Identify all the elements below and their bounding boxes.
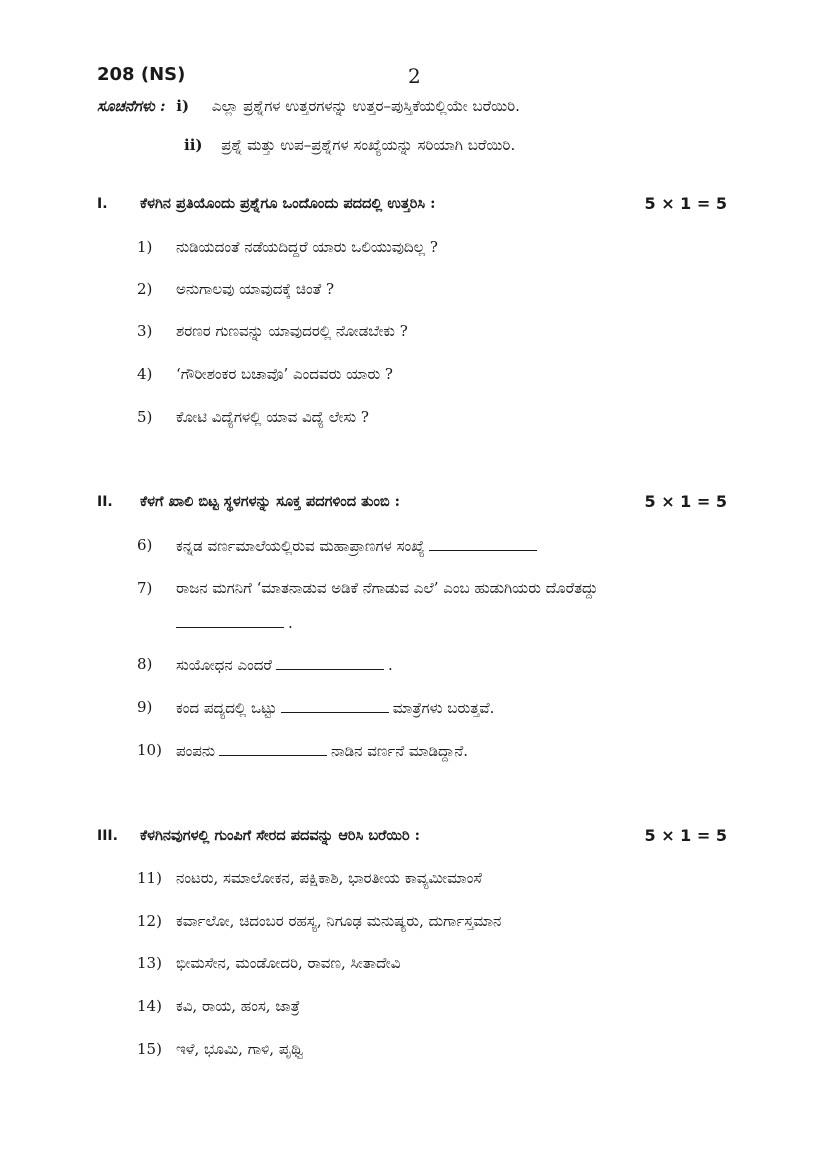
question-text: ಅನುಗಾಲವು ಯಾವುದಕ್ಕೆ ಚಿಂತೆ ? (176, 280, 335, 298)
answer-blank (176, 613, 284, 628)
instruction-number: i) (176, 97, 190, 115)
instruction-text: ಎಲ್ಲಾ ಪ್ರಶ್ನೆಗಳ ಉತ್ತರಗಳನ್ನು ಉತ್ತರ–ಪುಸ್ತಿಕೆಯಲ್ಲಿಯೇ ಬರೆಯಿರಿ. (211, 97, 520, 115)
instruction-number: ii) (184, 136, 203, 154)
section-number: I. (97, 196, 108, 212)
question-number: 9) (137, 698, 153, 716)
answer-blank (219, 741, 327, 756)
question-number: 3) (137, 322, 153, 340)
question-text: ಕೋಟಿ ವಿದ್ಯೆಗಳಲ್ಲಿ ಯಾವ ವಿದ್ಯೆ ಲೇಸು ? (176, 408, 369, 426)
question-text (176, 536, 541, 555)
question-text-before: ಪಂಪನು (176, 742, 215, 760)
instruction-line-1 (97, 97, 520, 115)
section-marks: 5 × 1 = 5 (644, 826, 727, 845)
question-number: 5) (137, 408, 153, 426)
question-number: 12) (137, 912, 162, 930)
question-text: ಇಳೆ, ಭೂಮಿ, ಗಾಳಿ, ಪೃಥ್ವಿ (176, 1040, 304, 1058)
question-text: ಶರಣರ ಗುಣವನ್ನು ಯಾವುದರಲ್ಲಿ ನೋಡಬೇಕು ? (176, 322, 408, 340)
question-number: 14) (137, 997, 162, 1015)
question-text-before: ಸುಯೋಧನ ಎಂದರೆ (176, 656, 272, 674)
question-text-before: ಕಂದ ಪದ್ಯದಲ್ಲಿ ಒಟ್ಟು (176, 699, 277, 717)
page-number: 2 (408, 64, 421, 88)
section-title: ಕೆಳಗಿನವುಗಳಲ್ಲಿ ಗುಂಪಿಗೆ ಸೇರದ ಪದವನ್ನು ಆರಿಸಿ ಬರೆಯಿರಿ : (140, 827, 421, 844)
question-text-after: ಮಾತ್ರೆಗಳು ಬರುತ್ತವೆ. (392, 699, 495, 717)
question-text: ನಂಟರು, ಸಮಾಲೋಕನ, ಪಕ್ಷಿಕಾಶಿ, ಭಾರತೀಯ ಕಾವ್ಯಮೀಮಾಂಸೆ (176, 869, 482, 887)
answer-blank (281, 698, 389, 713)
question-text: ಭೀಮಸೇನ, ಮಂಡೋದರಿ, ರಾವಣ, ಸೀತಾದೇವಿ (176, 954, 401, 972)
instruction-text: ಪ್ರಶ್ನೆ ಮತ್ತು ಉಪ–ಪ್ರಶ್ನೆಗಳ ಸಂಖ್ಯೆಯನ್ನು ಸರಿಯಾಗಿ ಬರೆಯಿರಿ. (221, 136, 516, 154)
question-text-before: ರಾಜನ ಮಗನಿಗೆ ‘ಮಾತನಾಡುವ ಅಡಿಕೆ ನೆಗಾಡುವ ಎಲೆ’ ಎಂಬ ಹುಡುಗಿಯರು ದೊರೆತದ್ದು (176, 579, 598, 597)
question-text-before: ಕನ್ನಡ ವರ್ಣಮಾಲೆಯಲ್ಲಿರುವ ಮಹಾಪ್ರಾಣಗಳ ಸಂಖ್ಯೆ (176, 537, 425, 555)
question-number: 15) (137, 1040, 162, 1058)
question-text-after: ನಾಡಿನ ವರ್ಣನೆ ಮಾಡಿದ್ದಾನೆ. (331, 742, 469, 760)
section-title: ಕೆಳಗಿನ ಪ್ರತಿಯೊಂದು ಪ್ರಶ್ನೆಗೂ ಒಂದೊಂದು ಪದದಲ್ಲಿ ಉತ್ತರಿಸಿ : (140, 195, 436, 212)
question-number: 13) (137, 954, 162, 972)
section-marks: 5 × 1 = 5 (644, 492, 727, 511)
section-marks: 5 × 1 = 5 (644, 194, 727, 213)
question-number: 11) (137, 869, 162, 887)
question-text: ‘ಗೌರೀಶಂಕರ ಬಚಾವೊ’ ಎಂದವರು ಯಾರು ? (176, 365, 393, 383)
question-text-after: . (288, 614, 293, 632)
section-title: ಕೆಳಗೆ ಖಾಲಿ ಬಿಟ್ಟ ಸ್ಥಳಗಳನ್ನು ಸೂಕ್ತ ಪದಗಳಿಂದ ತುಂಬಿ : (140, 493, 401, 510)
question-text: ನುಡಿಯದಂತೆ ನಡೆಯದಿದ್ದರೆ ಯಾರು ಒಲಿಯುವುದಿಲ್ಲ ? (176, 238, 438, 256)
question-text (176, 655, 393, 674)
section-number: II. (97, 494, 113, 510)
question-text (176, 741, 468, 760)
paper-code: 208 (NS) (97, 64, 186, 85)
question-number: 6) (137, 536, 153, 554)
question-text (176, 698, 494, 717)
question-text: ಕರ್ವಾಲೋ, ಚಿದಂಬರ ರಹಸ್ಯ, ನಿಗೂಢ ಮನುಷ್ಯರು, ದುರ್ಗಾಸ್ತಮಾನ (176, 912, 502, 930)
answer-blank (429, 536, 537, 551)
instruction-line-2 (184, 136, 515, 154)
question-number: 1) (137, 238, 153, 256)
question-number: 8) (137, 655, 153, 673)
question-text-after: . (387, 656, 393, 674)
question-number: 2) (137, 280, 153, 298)
section-number: III. (97, 828, 118, 844)
instructions-label: ಸೂಚನೆಗಳು : (97, 97, 166, 115)
question-number: 10) (137, 741, 162, 759)
answer-blank (276, 655, 384, 670)
question-text-continuation (176, 613, 293, 632)
question-number: 4) (137, 365, 153, 383)
question-number: 7) (137, 579, 153, 597)
question-text: ಕವಿ, ರಾಯ, ಹಂಸ, ಜಾತ್ರೆ (176, 997, 300, 1015)
